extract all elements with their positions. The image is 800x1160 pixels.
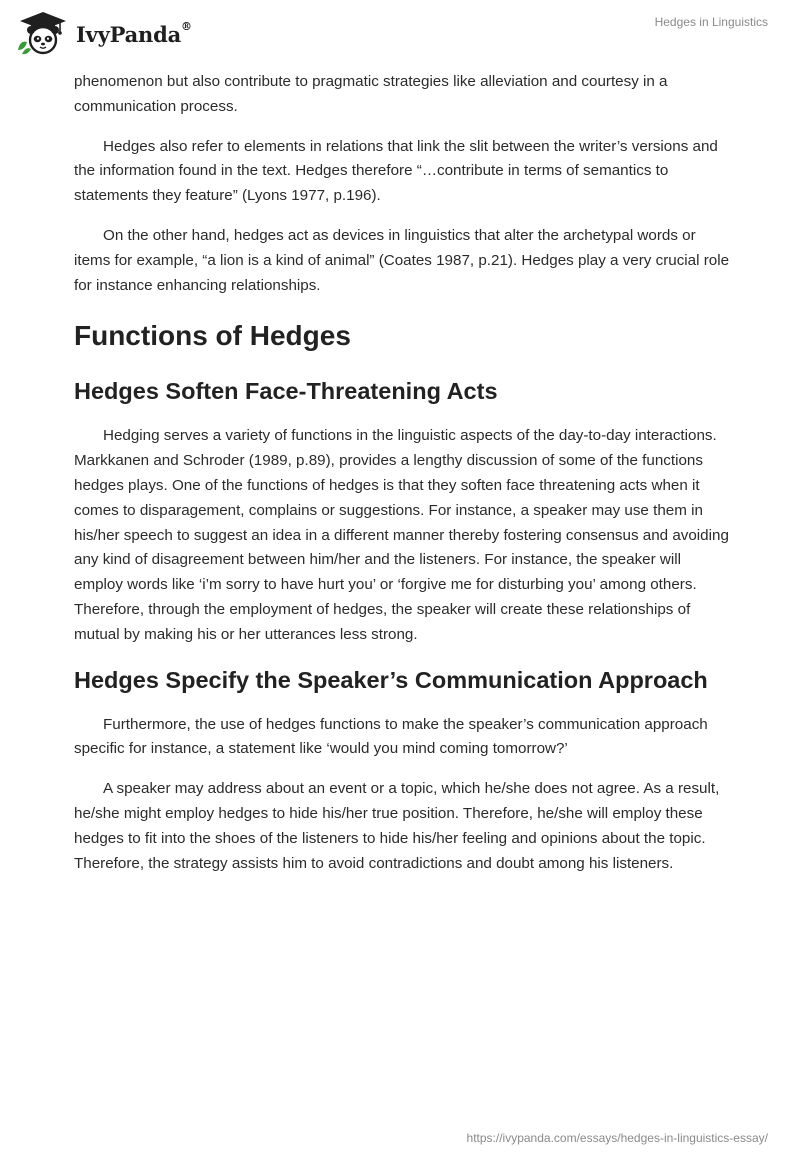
paragraph: A speaker may address about an event or a topic, which he/she does not agree. As a result, he/she might employ hedges to hide his/her true position. Therefore, he/she will employ these hedges to fit into the shoes of the listeners to hide his/her feeling and opinions about the topic. Therefore, the strategy assists him to avoid contradictions and doubt among his listeners.: [74, 780, 720, 872]
subsection-heading-specify: Hedges Specify the Speaker’s Communication Approach: [74, 666, 708, 693]
paragraph: phenomenon but also contribute to pragmatic strategies like alleviation and courtesy in a communication process.: [74, 73, 668, 115]
brand-name: IvyPanda®: [76, 19, 192, 47]
paragraph: On the other hand, hedges act as devices in linguistics that alter the archetypal words or items for example, “a lion is a kind of animal” (Coates 1987, p.21). Hedges play a very crucial role for instance enhancing relationships.: [74, 226, 730, 294]
page-header: [0, 0, 800, 72]
section-heading-functions: Functions of Hedges: [74, 320, 351, 352]
paragraph: Hedging serves a variety of functions in the linguistic aspects of the day-to-day interactions. Markkanen and Schroder (1989, p.89), provides a lengthy discussion of some of the functions hedges plays. One of the functions of hedges is that they soften face threatening acts when it comes to disparagement, complains or suggestions. For instance, a speaker may use them in his/her speech to suggest an idea in a different manner thereby fostering consensus and avoiding any kind of disagreement between him/her and the listeners. For instance, the speaker will employ words like ‘i’m sorry to have hurt you’ or ‘forgive me for disturbing you’ among others. Therefore, through the employment of hedges, the speaker will create these relationships of mutual by making his or her utterances less strong.: [74, 427, 729, 643]
subsection-heading-soften: Hedges Soften Face-Threatening Acts: [74, 378, 498, 405]
paragraph: Furthermore, the use of hedges functions to make the speaker’s communication approach specific for instance, a statement like ‘would you mind coming tomorrow?’: [74, 715, 708, 758]
article-body: [74, 70, 734, 891]
document-title: Hedges in Linguistics: [654, 15, 768, 29]
source-url[interactable]: https://ivypanda.com/essays/hedges-in-linguistics-essay/: [466, 1131, 768, 1145]
ivypanda-logo[interactable]: [14, 10, 192, 56]
panda-graduate-icon: [14, 10, 72, 56]
paragraph: Hedges also refer to elements in relations that link the slit between the writer’s versions and the information found in the text. Hedges therefore “…contribute in terms of semantics to statements they feature” (Lyons 1977, p.196).: [74, 137, 718, 205]
